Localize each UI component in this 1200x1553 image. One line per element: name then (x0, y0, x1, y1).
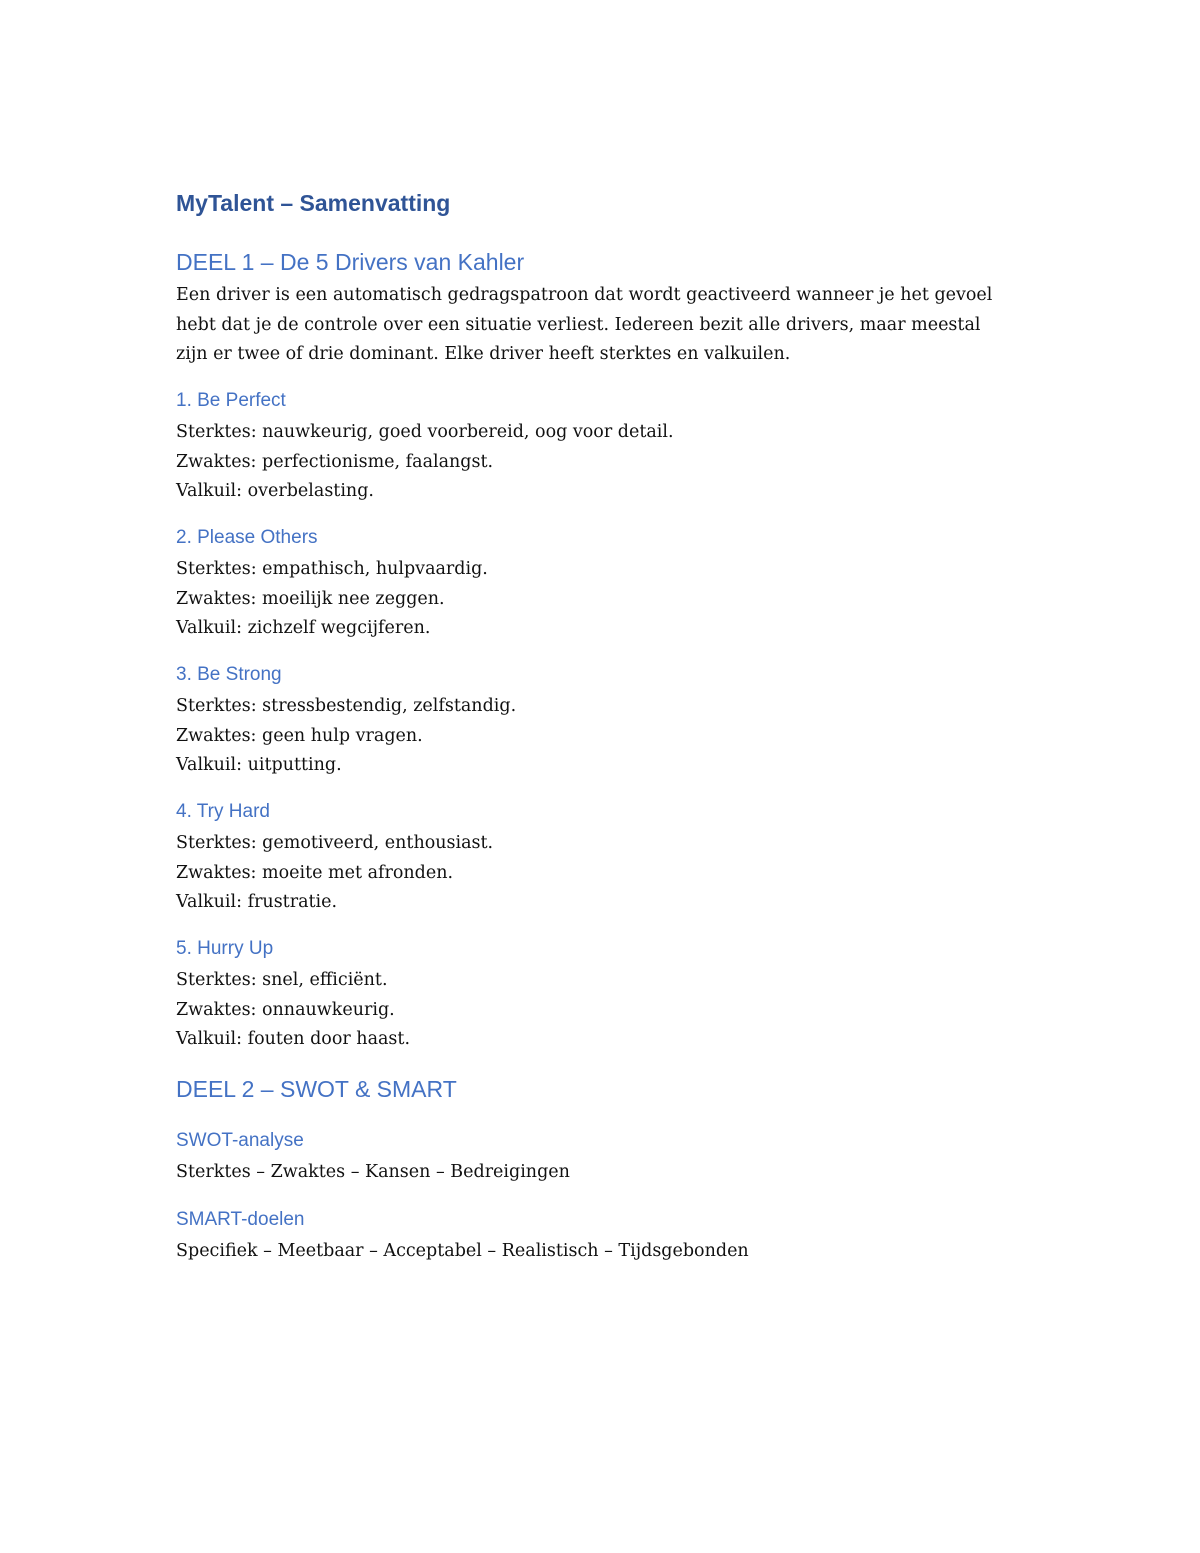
intro-line: hebt dat je de controle over een situatie verliest. Iedereen bezit alle drivers, maar meestal (176, 314, 981, 335)
document-title: MyTalent – Samenvatting (176, 190, 451, 216)
driver-strengths: Sterktes: stressbestendig, zelfstandig. (176, 696, 517, 716)
driver-pitfall: Valkuil: overbelasting. (176, 481, 374, 501)
driver-details-be-strong (176, 692, 516, 781)
driver-weaknesses: Zwaktes: geen hulp vragen. (176, 725, 423, 746)
swot-heading: SWOT-analyse (176, 1130, 304, 1151)
driver-strengths: Sterktes: empathisch, hulpvaardig. (176, 559, 488, 579)
intro-line: zijn er twee of drie dominant. Elke driver heeft sterktes en valkuilen. (176, 344, 791, 364)
driver-heading-be-perfect: 1. Be Perfect (176, 390, 286, 411)
driver-heading-try-hard: 4. Try Hard (176, 801, 270, 822)
driver-details-please-others (176, 555, 488, 644)
part1-intro (176, 281, 992, 370)
driver-heading-be-strong: 3. Be Strong (176, 664, 282, 685)
driver-pitfall: Valkuil: zichzelf wegcijferen. (176, 618, 431, 638)
driver-weaknesses: Zwaktes: onnauwkeurig. (176, 999, 395, 1020)
smart-heading: SMART-doelen (176, 1209, 305, 1230)
driver-weaknesses: Zwaktes: moeite met afronden. (176, 862, 454, 883)
swot-components: Sterktes – Zwaktes – Kansen – Bedreigingen (176, 1162, 570, 1182)
driver-pitfall: Valkuil: uitputting. (176, 755, 342, 775)
driver-pitfall: Valkuil: fouten door haast. (176, 1029, 411, 1049)
driver-strengths: Sterktes: nauwkeurig, goed voorbereid, oog voor detail. (176, 422, 674, 442)
part1-heading: DEEL 1 – De 5 Drivers van Kahler (176, 249, 525, 275)
driver-weaknesses: Zwaktes: perfectionisme, faalangst. (176, 451, 494, 472)
swot-text (176, 1158, 570, 1188)
driver-pitfall: Valkuil: frustratie. (176, 892, 338, 912)
driver-heading-please-others: 2. Please Others (176, 527, 318, 548)
smart-components: Specifiek – Meetbaar – Acceptabel – Realistisch – Tijdsgebonden (176, 1241, 749, 1261)
driver-details-try-hard (176, 829, 493, 918)
smart-text (176, 1237, 749, 1267)
driver-details-hurry-up (176, 966, 410, 1055)
part2-heading: DEEL 2 – SWOT & SMART (176, 1076, 457, 1102)
intro-line: Een driver is een automatisch gedragspatroon dat wordt geactiveerd wanneer je het gevoel (176, 285, 993, 305)
driver-strengths: Sterktes: snel, efficiënt. (176, 970, 388, 990)
driver-strengths: Sterktes: gemotiveerd, enthousiast. (176, 833, 494, 853)
driver-details-be-perfect (176, 418, 674, 507)
driver-weaknesses: Zwaktes: moeilijk nee zeggen. (176, 588, 445, 609)
driver-heading-hurry-up: 5. Hurry Up (176, 938, 274, 959)
